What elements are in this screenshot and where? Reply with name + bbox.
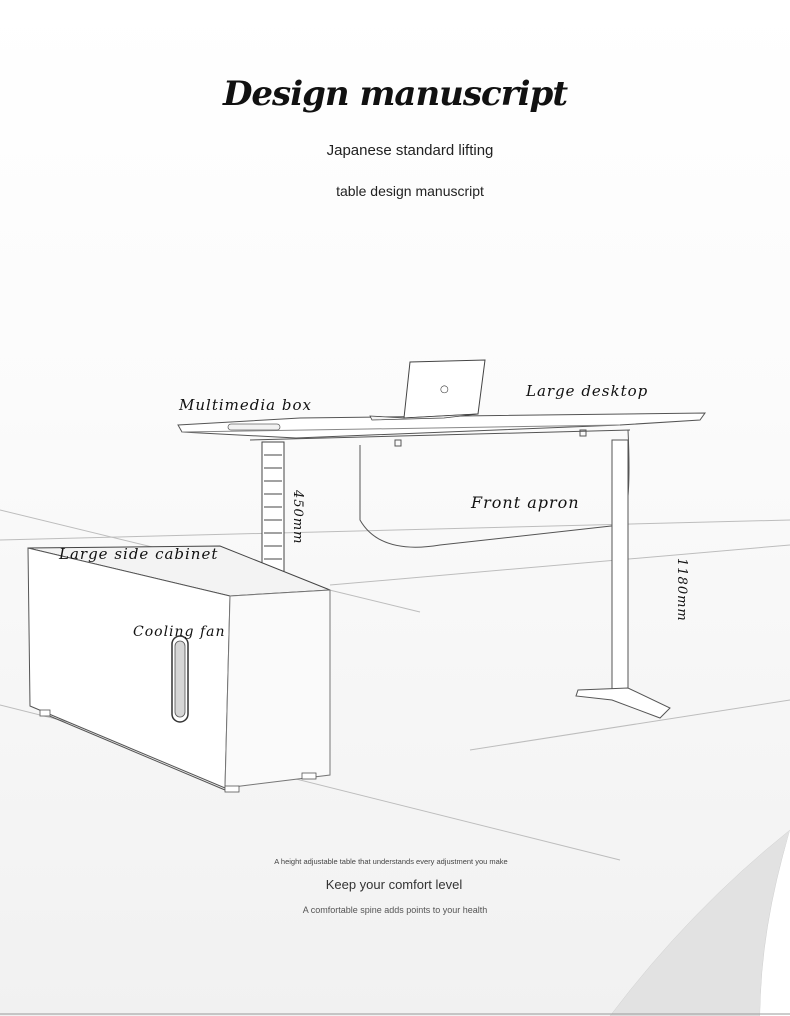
desk-frame <box>250 430 630 547</box>
label-large-desktop: Large desktop <box>526 382 649 400</box>
left-lifting-leg <box>262 442 284 582</box>
laptop <box>370 360 485 420</box>
svg-text:○: ○ <box>440 384 449 395</box>
footer-headline: Keep your comfort level <box>325 877 463 892</box>
label-front-apron: Front apron <box>471 493 580 512</box>
label-height-low: 450mm <box>290 490 305 545</box>
cooling-fan-vent <box>172 636 188 722</box>
right-lifting-leg <box>576 440 670 718</box>
subtitle-line-2: table design manuscript <box>336 183 484 199</box>
footer-caption: A height adjustable table that understands every adjustment you make <box>274 857 508 866</box>
label-height-high: 1180mm <box>674 558 689 622</box>
label-side-cabinet: Large side cabinet <box>59 545 219 563</box>
label-multimedia-box: Multimedia box <box>179 396 312 414</box>
page-title: Design manuscript <box>222 74 568 114</box>
subtitle-line-1: Japanese standard lifting <box>326 142 494 159</box>
multimedia-box <box>228 424 280 430</box>
label-cooling-fan: Cooling fan <box>133 624 226 640</box>
footer-tagline: A comfortable spine adds points to your health <box>302 905 488 915</box>
